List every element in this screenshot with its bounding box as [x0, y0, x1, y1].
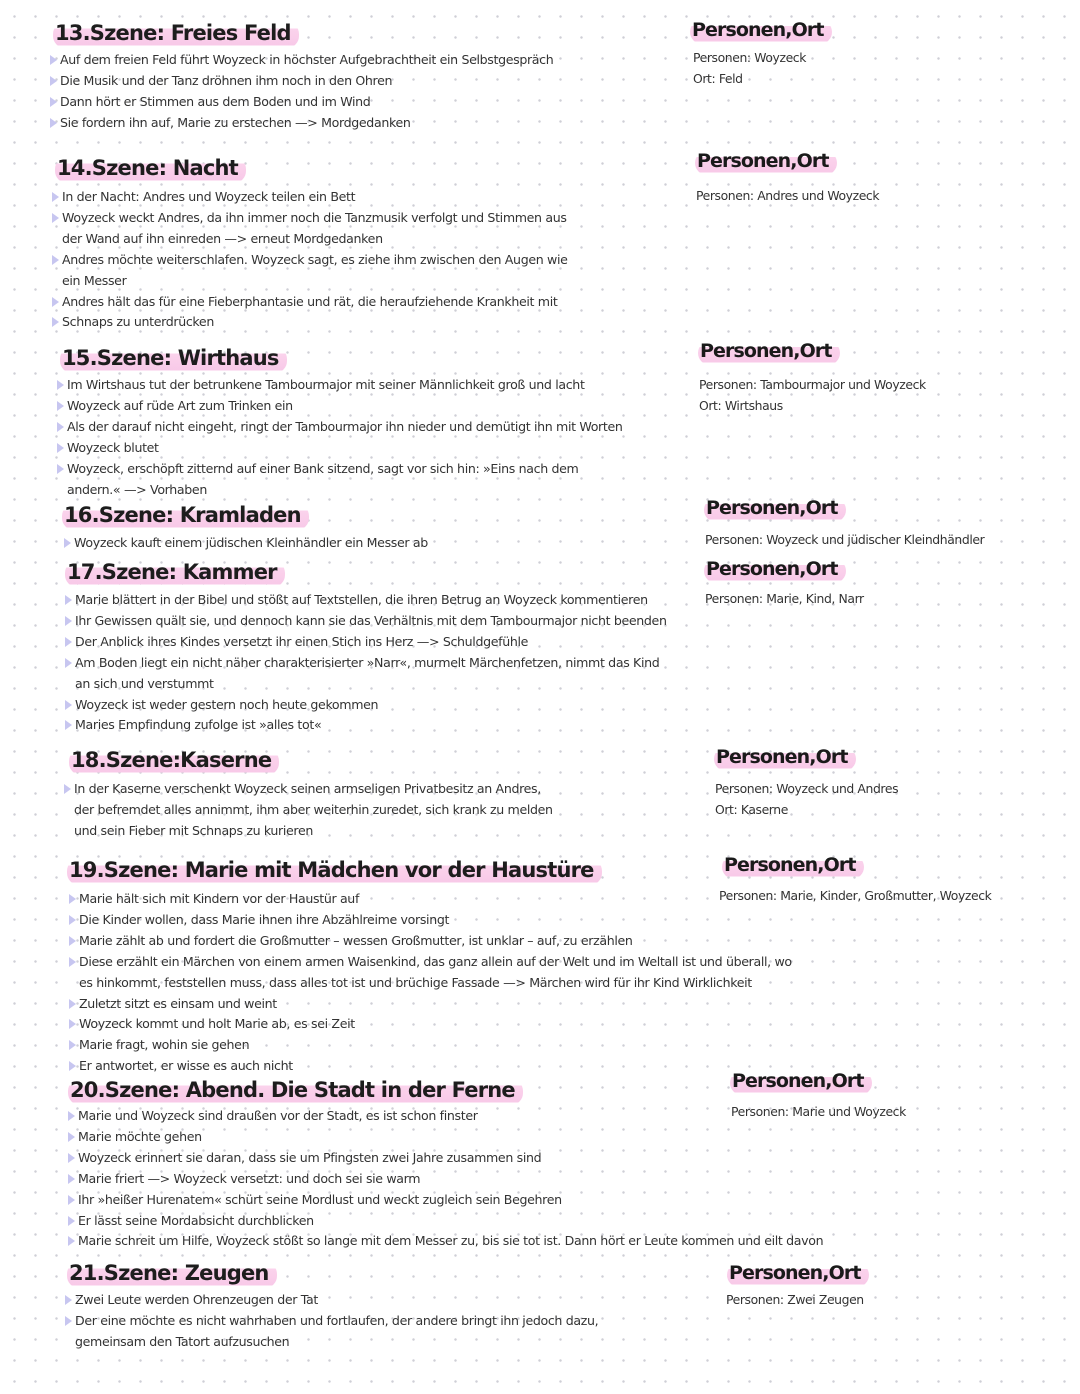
- bullet-item: [69, 931, 792, 952]
- info-heading: Personen,Ort: [704, 559, 846, 583]
- bullet-text: Als der darauf nicht eingeht, ringt der Tambourmajor ihn nieder und demütigt ihn mit Worten: [67, 418, 623, 434]
- bullet-text: Er lässt seine Mordabsicht durchblicken: [78, 1212, 314, 1228]
- bullet-text: Woyzeck erinnert sie daran, dass sie um Pfingsten zwei Jahre zusammen sind: [78, 1149, 542, 1165]
- bullet-item: [69, 910, 792, 931]
- scene-bullet-list: [64, 779, 553, 842]
- bullet-text: und sein Fieber mit Schnaps zu kurieren: [74, 822, 314, 838]
- info-heading: Personen,Ort: [704, 498, 846, 522]
- bullet-item: [57, 417, 623, 438]
- info-lines: [731, 1102, 906, 1123]
- scene-bullet-list: [69, 889, 792, 1077]
- bullet-text: gemeinsam den Tatort aufzusuchen: [75, 1333, 290, 1349]
- bullet-item: [52, 208, 568, 250]
- bullet-text: ein Messer: [62, 272, 127, 288]
- info-lines: [699, 375, 926, 416]
- bullet-item: [50, 92, 553, 113]
- info-line: Personen: Zwei Zeugen: [726, 1292, 864, 1307]
- info-lines: [726, 1290, 864, 1311]
- bullet-item: [68, 1231, 823, 1252]
- info-line: Ort: Kaserne: [715, 801, 788, 817]
- bullet-text: Marie friert —> Woyzeck versetzt: und doch sei sie warm: [78, 1170, 421, 1186]
- bullet-text: Ihr Gewissen quält sie, und dennoch kann sie das Verhältnis mit dem Tambourmajor nicht beenden: [75, 612, 667, 628]
- bullet-item: [64, 533, 428, 554]
- bullet-item: [69, 994, 792, 1015]
- bullet-item: [65, 611, 667, 632]
- bullet-item: [50, 113, 553, 134]
- bullet-text: der Wand auf ihn einreden —> erneut Mordgedanken: [62, 230, 383, 246]
- bullet-text: es hinkommt, feststellen muss, dass alles tot ist und brüchige Fassade —> Märchen wird für ihr Kind Wirklichkeit: [79, 974, 752, 990]
- scene-bullet-list: [65, 1290, 598, 1353]
- bullet-text: In der Kaserne verschenkt Woyzeck seinen armseligen Privatbesitz an Andres,: [74, 781, 541, 796]
- bullet-text: Woyzeck kauft einem jüdischen Kleinhändler ein Messer ab: [74, 535, 428, 550]
- bullet-text: Woyzeck kommt und holt Marie ab, es sei Zeit: [79, 1016, 355, 1032]
- info-line: Personen: Andres und Woyzeck: [696, 188, 880, 203]
- scene-bullet-list: [52, 187, 568, 333]
- scene-title: 19.Szene: Marie mit Mädchen vor der Haustüre: [67, 859, 602, 885]
- bullet-text: Ihr »heißer Hurenatem« schürt seine Mordlust und weckt zugleich sein Begehren: [78, 1191, 562, 1207]
- bullet-text: Marie hält sich mit Kindern vor der Haustür auf: [79, 891, 360, 906]
- info-heading: Personen,Ort: [730, 1071, 872, 1095]
- scene-bullet-list: [50, 50, 553, 134]
- scene-bullet-list: [57, 375, 623, 500]
- bullet-text: Schnaps zu unterdrücken: [62, 314, 214, 330]
- bullet-text: In der Nacht: Andres und Woyzeck teilen ein Bett: [62, 189, 356, 204]
- bullet-text: Die Musik und der Tanz dröhnen ihm noch in den Ohren: [60, 72, 393, 88]
- bullet-item: [65, 1311, 598, 1353]
- bullet-item: [68, 1106, 823, 1127]
- bullet-text: Woyzeck blutet: [67, 439, 159, 455]
- bullet-item: [68, 1211, 823, 1232]
- bullet-item: [68, 1169, 823, 1190]
- bullet-text: der befremdet alles annimmt, ihm aber weiterhin zuredet, sich krank zu melden: [74, 801, 553, 817]
- bullet-item: [65, 1290, 598, 1311]
- bullet-text: Woyzeck auf rüde Art zum Trinken ein: [67, 397, 293, 413]
- bullet-text: Auf dem freien Feld führt Woyzeck in höchster Aufgebrachtheit ein Selbstgespräch: [60, 52, 554, 67]
- bullet-text: Woyzeck ist weder gestern noch heute gekommen: [75, 696, 379, 712]
- bullet-text: Marie möchte gehen: [78, 1128, 202, 1144]
- info-heading: Personen,Ort: [695, 151, 837, 175]
- scene-title: 14.Szene: Nacht: [55, 157, 246, 183]
- bullet-text: Der eine möchte es nicht wahrhaben und fortlaufen, der andere bringt ihn jedoch dazu,: [75, 1312, 599, 1328]
- info-heading: Personen,Ort: [690, 20, 832, 44]
- bullet-text: Zuletzt sitzt es einsam und weint: [79, 995, 277, 1011]
- bullet-text: Zwei Leute werden Ohrenzeugen der Tat: [75, 1292, 318, 1307]
- scene-bullet-list: [68, 1106, 823, 1252]
- info-lines: [705, 530, 984, 551]
- bullet-text: Marie fragt, wohin sie gehen: [79, 1037, 250, 1053]
- bullet-item: [57, 396, 623, 417]
- info-lines: [696, 186, 879, 207]
- scene-title: 16.Szene: Kramladen: [62, 504, 309, 530]
- info-line: Ort: Feld: [693, 70, 743, 86]
- bullet-item: [64, 779, 553, 842]
- bullet-text: Marie schreit um Hilfe, Woyzeck stößt so lange mit dem Messer zu, bis sie tot ist. Dann hört er Leute kommen und eilt davon: [78, 1233, 824, 1249]
- scene-bullet-list: [64, 533, 428, 554]
- bullet-text: Der Anblick ihres Kindes versetzt ihr einen Stich ins Herz —> Schuldgefühle: [75, 633, 529, 649]
- bullet-text: Sie fordern ihn auf, Marie zu erstechen —> Mordgedanken: [60, 114, 411, 130]
- bullet-item: [68, 1190, 823, 1211]
- bullet-item: [69, 889, 792, 910]
- bullet-item: [68, 1127, 823, 1148]
- info-lines: [719, 886, 991, 907]
- scene-title: 17.Szene: Kammer: [65, 561, 285, 587]
- info-lines: [693, 48, 806, 89]
- bullet-text: Marie zählt ab und fordert die Großmutter – wessen Großmutter, ist unklar – auf, zu erzählen: [79, 932, 633, 948]
- bullet-item: [57, 375, 623, 396]
- bullet-item: [68, 1148, 823, 1169]
- bullet-item: [69, 1014, 792, 1035]
- scene-title: 15.Szene: Wirthaus: [60, 347, 287, 373]
- bullet-item: [65, 695, 667, 716]
- bullet-item: [65, 653, 667, 695]
- bullet-text: Er antwortet, er wisse es auch nicht: [79, 1058, 293, 1074]
- bullet-text: an sich und verstummt: [75, 675, 214, 691]
- info-line: Ort: Wirtshaus: [699, 397, 783, 413]
- bullet-item: [69, 1056, 792, 1077]
- info-line: Personen: Marie, Kinder, Großmutter, Woyzeck: [719, 888, 992, 903]
- bullet-text: Marie und Woyzeck sind draußen vor der Stadt, es ist schon finster: [78, 1108, 478, 1123]
- bullet-text: Im Wirtshaus tut der betrunkene Tambourmajor mit seiner Männlichkeit groß und lacht: [67, 377, 585, 392]
- bullet-text: Die Kinder wollen, dass Marie ihnen ihre Abzählreime vorsingt: [79, 911, 450, 927]
- info-line: Personen: Marie, Kind, Narr: [705, 591, 864, 606]
- bullet-item: [65, 632, 667, 653]
- bullet-text: Am Boden liegt ein nicht näher charakterisierter »Narr«, murmelt Märchenfetzen, nimmt das Kind: [75, 654, 660, 670]
- info-line: Personen: Tambourmajor und Woyzeck: [699, 377, 926, 392]
- info-heading: Personen,Ort: [714, 747, 856, 771]
- info-line: Personen: Woyzeck und Andres: [715, 781, 899, 796]
- info-heading: Personen,Ort: [698, 341, 840, 365]
- bullet-item: [69, 1035, 792, 1056]
- bullet-text: andern.« —> Vorhaben: [67, 481, 207, 497]
- bullet-item: [50, 71, 553, 92]
- bullet-text: Andres hält das für eine Fieberphantasie und rät, die heraufziehende Krankheit mit: [62, 293, 558, 309]
- bullet-item: [57, 438, 623, 459]
- scene-title: 20.Szene: Abend. Die Stadt in der Ferne: [68, 1079, 523, 1105]
- scene-title: 13.Szene: Freies Feld: [53, 22, 299, 48]
- bullet-item: [52, 250, 568, 292]
- scene-title: 21.Szene: Zeugen: [67, 1262, 277, 1288]
- bullet-item: [57, 459, 623, 501]
- scene-bullet-list: [65, 590, 667, 736]
- info-lines: [705, 589, 864, 610]
- bullet-item: [65, 590, 667, 611]
- bullet-text: Woyzeck weckt Andres, da ihn immer noch die Tanzmusik verfolgt und Stimmen aus: [62, 209, 567, 225]
- bullet-text: Marie blättert in der Bibel und stößt auf Textstellen, die ihren Betrug an Woyzeck kommentieren: [75, 592, 648, 607]
- info-heading: Personen,Ort: [722, 855, 864, 879]
- bullet-item: [52, 312, 568, 333]
- info-line: Personen: Woyzeck und jüdischer Kleindhändler: [705, 532, 985, 547]
- bullet-item: [69, 952, 792, 994]
- bullet-text: Diese erzählt ein Märchen von einem armen Waisenkind, das ganz allein auf der Welt und im Weltall ist und überall, wo: [79, 953, 792, 969]
- bullet-item: [50, 50, 553, 71]
- bullet-item: [65, 715, 667, 736]
- info-line: Personen: Marie und Woyzeck: [731, 1104, 906, 1119]
- bullet-item: [52, 292, 568, 313]
- bullet-text: Woyzeck, erschöpft zitternd auf einer Bank sitzend, sagt vor sich hin: »Eins nach dem: [67, 460, 579, 476]
- bullet-text: Maries Empfindung zufolge ist »alles tot«: [75, 717, 322, 733]
- info-heading: Personen,Ort: [727, 1263, 869, 1287]
- bullet-item: [52, 187, 568, 208]
- info-lines: [715, 779, 898, 820]
- bullet-text: Andres möchte weiterschlafen. Woyzeck sagt, es ziehe ihm zwischen den Augen wie: [62, 251, 568, 267]
- bullet-text: Dann hört er Stimmen aus dem Boden und im Wind: [60, 93, 371, 109]
- info-line: Personen: Woyzeck: [693, 50, 806, 65]
- scene-title: 18.Szene:Kaserne: [69, 749, 279, 775]
